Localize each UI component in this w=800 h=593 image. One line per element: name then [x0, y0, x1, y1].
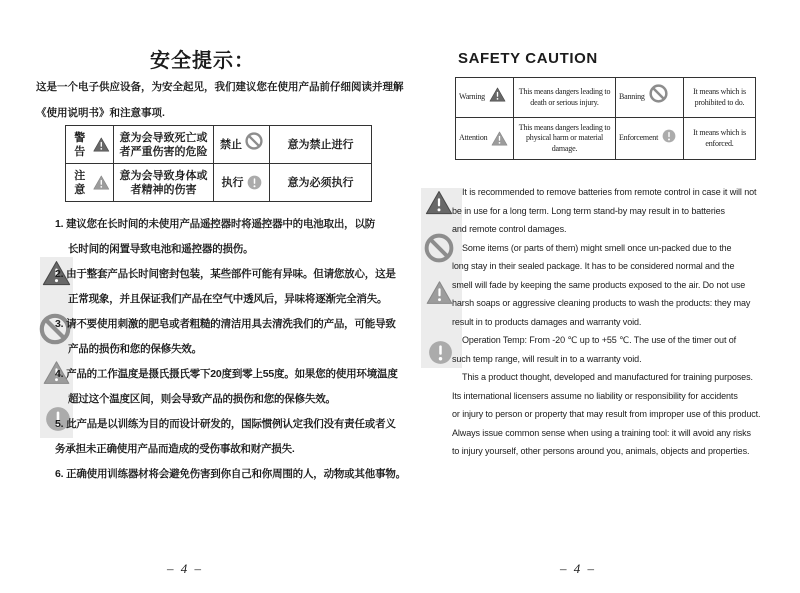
safety-notes-list-cn [55, 212, 405, 487]
body-line: to injury yourself, other persons around you, animals, objects and properties. [452, 446, 750, 456]
body-line: This a product thought, developed and manufactured for training purposes. [462, 372, 753, 382]
term-label: 执行 [221, 176, 244, 189]
body-line: harsh soaps or aggressive cleaning products to wash the products: they may [452, 298, 751, 308]
term-label: Enforcement [619, 133, 659, 143]
banning-icon [649, 84, 668, 103]
table-cell-desc: It means which is prohibited to do. [684, 78, 756, 118]
safety-legend-table-cn [65, 125, 372, 202]
body-line: Operation Temp: From -20 ℃ up to +55 ℃. The use of the timer out of [462, 335, 737, 345]
term-label: 警告 [74, 131, 86, 158]
body-line: or injury to person or property that may result from improper use of this product. [452, 409, 761, 419]
body-line: It is recommended to remove batteries from remote control in case it will not [462, 187, 757, 197]
list-line: 4. 产品的工作温度是摄氏摄氏零下20度到零上55度。如果您的使用环境温度 [55, 368, 398, 380]
term-label: Warning [459, 92, 485, 102]
warning-triangle-icon [489, 87, 506, 102]
table-cell-term [456, 78, 514, 118]
list-line: 5. 此产品是以训练为目的而设计研发的，国际惯例认定我们没有责任或者义 [55, 418, 396, 430]
table-cell-term [214, 126, 270, 164]
banning-icon [424, 233, 454, 263]
body-line: result in to products damages and warranty void. [452, 316, 642, 327]
list-line: 2. 由于整套产品长时间密封包装，某些部件可能有异味。但请您放心，这是 [55, 268, 396, 280]
attention-triangle-icon [93, 175, 110, 190]
table-cell-term [66, 126, 114, 164]
term-label: Banning [619, 92, 645, 102]
list-line: 1. 建议您在长时间的未使用产品遥控器时将遥控器中的电池取出，以防 [55, 218, 376, 230]
list-line: 超过这个温度区间，则会导致产品的损伤和您的保修失效。 [68, 393, 336, 405]
table-cell-term [616, 78, 684, 118]
intro-line: 《使用说明书》和注意事项. [36, 107, 165, 119]
table-cell-term [456, 118, 514, 160]
banning-icon [245, 132, 263, 150]
list-line: 3. 请不要使用刺激的肥皂或者粗糙的清洁用具去清洗我们的产品，可能导致 [55, 318, 396, 330]
page-number-right: – 4 – [560, 561, 596, 576]
term-label: 注意 [74, 169, 86, 196]
body-line: smell will fade by keeping the same products exposed to the air. Do not use [452, 279, 746, 290]
table-cell-term [66, 164, 114, 202]
body-line: Always issue common sense when using a training tool: it will avoid any risks [452, 427, 751, 438]
warning-triangle-icon [425, 190, 453, 215]
term-label: Attention [459, 133, 488, 143]
body-line: long stay in their sealed package. It has to be considered normal and the [452, 261, 735, 271]
safety-legend-table-en [455, 77, 756, 160]
body-line: Some items (or parts of them) might smell once un-packed due to the [462, 242, 732, 253]
intro-line: 这是一个电子供应设备，为安全起见，我们建议您在使用产品前仔细阅读并理解 [36, 81, 404, 93]
enforcement-icon [662, 129, 676, 143]
table-cell-desc: It means which is enforced. [684, 118, 756, 160]
enforcement-icon [247, 175, 262, 190]
warning-triangle-icon [93, 137, 110, 152]
table-cell-term [214, 164, 270, 202]
body-line: be in use for a long term. Long term stand-by may result in to batteries [452, 205, 725, 216]
list-line: 产品的损伤和您的保修失效。 [68, 343, 202, 355]
page-title-cn: 安全提示： [150, 50, 255, 72]
list-line: 6. 正确使用训练器材将会避免伤害到你自己和你周围的人，动物或其他事物。 [55, 468, 406, 480]
body-line: Its international licensers assume no liability or responsibility for accidents [452, 390, 738, 401]
list-line: 务承担未正确使用产品而造成的受伤事故和财产损失. [55, 443, 295, 455]
intro-paragraph-cn [36, 74, 416, 126]
page-title-en: SAFETY CAUTION [458, 50, 598, 67]
table-cell-term [616, 118, 684, 160]
list-line: 正常现象，并且保证我们产品在空气中透风后，异味将逐渐完全消失。 [68, 293, 388, 305]
list-line: 长时间的闲置导致电池和遥控器的损伤。 [68, 243, 254, 255]
exclamation-icon [428, 340, 453, 365]
table-cell-desc: This means dangers leading to death or serious injury. [514, 78, 616, 118]
table-cell-desc: 意为禁止进行 [270, 126, 372, 164]
body-line: and remote control damages. [452, 224, 567, 234]
table-cell-desc: 意为必须执行 [270, 164, 372, 202]
attention-triangle-icon [426, 280, 453, 305]
term-label: 禁止 [220, 138, 242, 151]
safety-notes-body-en [452, 183, 797, 461]
table-cell-desc: This means dangers leading to physical harm or material damage. [514, 118, 616, 160]
table-cell-desc: 意为会导致身体或者精神的伤害 [114, 164, 214, 202]
table-cell-desc: 意为会导致死亡或者严重伤害的危险 [114, 126, 214, 164]
page-number-left: – 4 – [167, 561, 203, 576]
attention-triangle-icon [491, 131, 508, 146]
body-line: such temp range, will result in to a warranty void. [452, 353, 642, 364]
